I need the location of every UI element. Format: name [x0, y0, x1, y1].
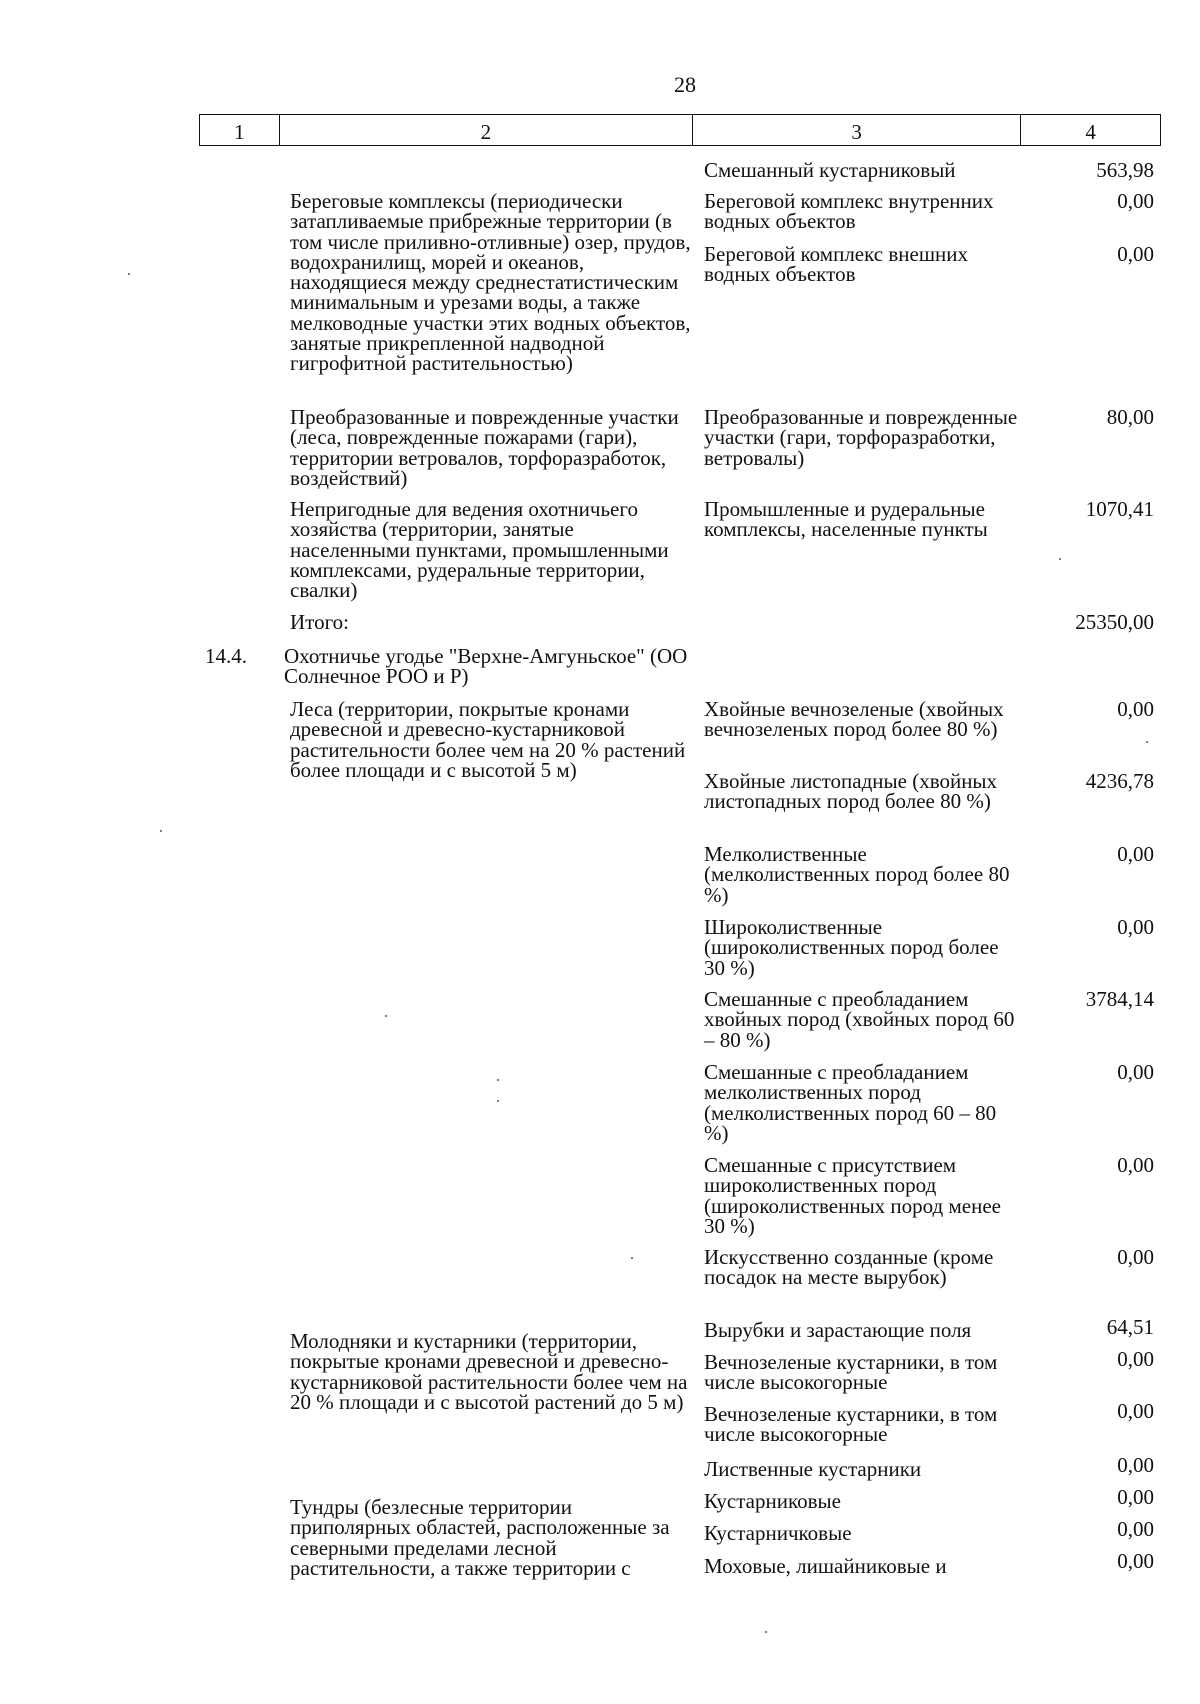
header-col-3: 3 [693, 115, 1021, 145]
total-label: Итого: [290, 610, 349, 634]
area-value: 563,98 [1096, 158, 1154, 182]
area-value: 1070,41 [1085, 497, 1154, 521]
area-value: 3784,14 [1085, 987, 1154, 1011]
page-number: 28 [674, 72, 696, 97]
land-category: Преобразованные и поврежденные участки (гари, торфоразработки, ветровалы) [704, 405, 1018, 470]
land-category: Лиственные кустарники [704, 1457, 922, 1481]
land-category: Вырубки и зарастающие поля [704, 1318, 972, 1342]
section-title: Охотничье угодье "Верхне-Амгуньское" (ОО Солнечное РОО и Р) [284, 644, 688, 689]
land-category: Смешанные с преобладанием хвойных пород (хвойных пород 60 – 80 %) [704, 987, 1015, 1052]
scan-speck [631, 1257, 633, 1259]
area-value: 64,51 [1106, 1315, 1154, 1339]
area-value: 0,00 [1117, 1347, 1154, 1371]
land-category: Широколиственные (широколиственных пород более 30 %) [704, 915, 999, 980]
land-category: Кустарниковые [704, 1489, 841, 1513]
land-category: Хвойные вечнозеленые (хвойных вечнозеленых пород более 80 %) [704, 697, 1004, 742]
land-category: Смешанный кустарниковый [704, 158, 956, 182]
header-col-2: 2 [280, 115, 693, 145]
total-value: 25350,00 [1075, 610, 1154, 634]
area-value: 4236,78 [1085, 769, 1154, 793]
land-category: Смешанные с присутствием широколиственных пород (широколиственных пород менее 30 %) [704, 1153, 1001, 1238]
land-type-description: Непригодные для ведения охотничьего хозяйства (территории, занятые населенными пунктами, промышленными комплексами, рудеральные территории, свалки) [290, 497, 669, 603]
land-category: Смешанные с преобладанием мелколиственных пород (мелколиственных пород 60 – 80 %) [704, 1060, 997, 1145]
land-category: Вечнозеленые кустарники, в том числе высокогорные [704, 1402, 998, 1447]
area-value: 0,00 [1117, 1517, 1154, 1541]
land-category: Береговой комплекс внешних водных объектов [704, 242, 968, 287]
header-col-1: 1 [200, 115, 280, 145]
area-value: 0,00 [1117, 1485, 1154, 1509]
land-type-description: Береговые комплексы (периодически затапливаемые прибрежные территории (в том числе приливно-отливные) озер, прудов, водохранилищ, морей и океанов, находящиеся между среднестатистическим минимальным и урезами воды, а также мелководные участки этих водных объектов, занятые прикрепленной надводной гигрофитной растительностью) [290, 189, 691, 376]
area-value: 0,00 [1117, 242, 1154, 266]
area-value: 0,00 [1117, 1549, 1154, 1573]
land-type-description: Молодняки и кустарники (территории, покрытые кронами древесной и древесно-кустарниковой растительности более чем на 20 % площади и с высотой растений до 5 м) [290, 1329, 688, 1414]
area-value: 80,00 [1106, 405, 1154, 429]
land-category: Моховые, лишайниковые и [704, 1554, 947, 1578]
area-value: 0,00 [1117, 1453, 1154, 1477]
area-value: 0,00 [1117, 1399, 1154, 1423]
land-category: Вечнозеленые кустарники, в том числе высокогорные [704, 1350, 998, 1395]
area-value: 0,00 [1117, 189, 1154, 213]
land-type-description: Преобразованные и поврежденные участки (леса, поврежденные пожарами (гари), территории ветровалов, торфоразработок, воздействий) [290, 405, 679, 490]
land-category: Промышленные и рудеральные комплексы, населенные пункты [704, 497, 988, 542]
land-category: Береговой комплекс внутренних водных объектов [704, 189, 994, 234]
land-type-description: Тундры (безлесные территории приполярных областей, расположенные за северными пределами лесной растительности, а также территории с [290, 1495, 670, 1580]
scan-speck [1146, 741, 1148, 743]
area-value: 0,00 [1117, 1245, 1154, 1269]
scan-speck [385, 1015, 387, 1017]
area-value: 0,00 [1117, 915, 1154, 939]
area-value: 0,00 [1117, 1153, 1154, 1177]
header-col-4: 4 [1085, 120, 1096, 144]
scan-speck [765, 1631, 767, 1633]
land-category: Хвойные листопадные (хвойных листопадных пород более 80 %) [704, 769, 998, 814]
area-value: 0,00 [1117, 1060, 1154, 1084]
scan-speck [160, 830, 162, 832]
section-number: 14.4. [205, 644, 247, 668]
land-category: Кустарничковые [704, 1521, 852, 1545]
land-category: Мелколиственные (мелколиственных пород более 80 %) [704, 842, 1010, 907]
scan-speck [1059, 558, 1061, 560]
area-value: 0,00 [1117, 842, 1154, 866]
scan-speck [497, 1079, 499, 1081]
land-type-description: Леса (территории, покрытые кронами древесной и древесно-кустарниковой растительности более чем на 20 % растений более площади и с высотой 5 м) [290, 697, 686, 782]
area-value: 0,00 [1117, 697, 1154, 721]
scan-speck [497, 1100, 499, 1102]
table-header [199, 114, 1161, 146]
scan-speck [128, 273, 130, 275]
land-category: Искусственно созданные (кроме посадок на месте вырубок) [704, 1245, 994, 1290]
